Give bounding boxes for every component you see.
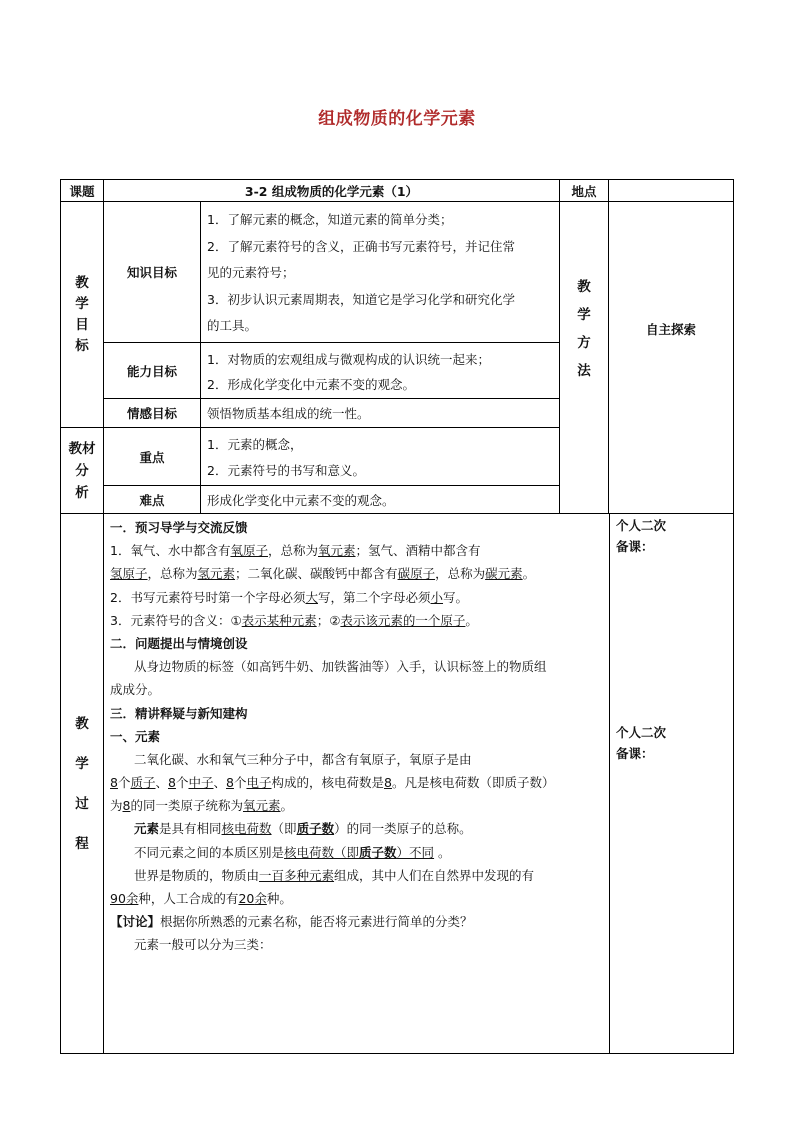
- knowledge-line: 2．了解元素符号的含义，正确书写元素符号，并记住常: [207, 238, 515, 254]
- body-line: 从身边物质的标签（如高钙牛奶、加铁酱油等）入手，认识标签上的物质组: [134, 659, 547, 675]
- method-label-char: 学: [577, 306, 591, 323]
- process-notes-1: [616, 515, 666, 557]
- materials-label-char: 析: [75, 484, 89, 501]
- difficulty-content: [200, 485, 560, 514]
- section-heading: 二．问题提出与情境创设: [110, 635, 248, 651]
- body-line: 氢原子，总称为氢元素；二氧化碳、碳酸钙中都含有碳原子，总称为碳元素。: [110, 566, 536, 582]
- objectives-label-char: 学: [75, 295, 89, 312]
- process-body: [110, 516, 605, 957]
- process-label-char: 过: [75, 795, 89, 812]
- difficulty-line: 形成化学变化中元素不变的观念。: [207, 493, 395, 508]
- ability-label: 能力目标: [103, 342, 201, 399]
- body-line: 8个质子、8个中子、8个电子构成的，核电荷数是8。凡是核电荷数（即质子数）: [110, 775, 555, 791]
- section-heading: 一、元素: [110, 728, 161, 744]
- process-label-char: 程: [75, 835, 89, 852]
- body-line: 二氧化碳、水和氧气三种分子中，都含有氧原子，氧原子是由: [134, 751, 472, 767]
- materials-label-char: 教材: [68, 440, 96, 457]
- objectives-label-char: 教: [75, 274, 89, 291]
- location-label: 地点: [559, 179, 609, 202]
- objectives-label-char: 目: [75, 316, 89, 333]
- materials-label-char: 分: [75, 462, 89, 479]
- process-notes-cell: [609, 513, 734, 1054]
- key-label: 重点: [103, 427, 201, 486]
- process-label-char: 教: [75, 715, 89, 732]
- body-line: 【讨论】根据你所熟悉的元素名称，能否将元素进行简单的分类？: [110, 914, 473, 930]
- section-heading: 三．精讲释疑与新知建构: [110, 705, 248, 721]
- topic-label: 课题: [60, 179, 104, 202]
- knowledge-label: 知识目标: [103, 201, 201, 343]
- body-line: 90余种，人工合成的有20余种。: [110, 891, 292, 906]
- emotion-content: [200, 398, 560, 428]
- notes-line: 个人二次: [616, 725, 667, 740]
- notes-line: 备课：: [616, 539, 654, 554]
- process-notes-2: [616, 722, 666, 764]
- key-line: 2．元素符号的书写和意义。: [207, 463, 365, 478]
- body-line: 世界是物质的，物质由一百多种元素组成，其中人们在自然界中发现的有: [134, 867, 535, 883]
- method-label-char: 法: [577, 362, 591, 379]
- knowledge-content: [200, 201, 560, 343]
- knowledge-line: 的工具。: [207, 318, 258, 333]
- body-line: 元素一般可以分为三类：: [134, 937, 272, 953]
- key-line: 1．元素的概念，: [207, 437, 303, 452]
- notes-line: 备课：: [616, 746, 654, 761]
- method-label-char: 教: [577, 278, 591, 295]
- method-value: 自主探索: [608, 201, 734, 514]
- page-title: 组成物质的化学元素: [318, 109, 476, 129]
- objectives-section-label: [60, 201, 104, 428]
- body-line: 3．元素符号的含义：①表示某种元素；②表示该元素的一个原子。: [110, 612, 478, 628]
- process-section-label: [60, 513, 104, 1054]
- process-label-char: 学: [75, 755, 89, 772]
- topic-value: 3-2 组成物质的化学元素（1）: [103, 179, 560, 202]
- body-line: 为8的同一类原子统称为氧元素。: [110, 798, 294, 814]
- knowledge-line: 3．初步认识元素周期表，知道它是学习化学和研究化学: [207, 291, 515, 307]
- objectives-label-char: 标: [75, 337, 89, 354]
- key-content: [200, 427, 560, 486]
- body-line: 1．氧气、水中都含有氧原子，总称为氧元素；氢气、酒精中都含有: [110, 543, 481, 559]
- body-line: 不同元素之间的本质区别是核电荷数（即质子数）不同 。: [134, 844, 451, 860]
- method-label-char: 方: [577, 334, 591, 351]
- section-heading: 一．预习导学与交流反馈: [110, 520, 248, 535]
- method-label: [559, 201, 609, 514]
- ability-line: 1．对物质的宏观组成与微观构成的认识统一起来；: [207, 352, 490, 367]
- body-line: 元素是具有相同核电荷数（即质子数）的同一类原子的总称。: [134, 821, 472, 837]
- body-line: 成成分。: [110, 682, 161, 698]
- ability-content: [200, 342, 560, 399]
- location-value: [608, 179, 734, 202]
- knowledge-line: 见的元素符号；: [207, 265, 295, 280]
- difficulty-label: 难点: [103, 485, 201, 514]
- materials-section-label: [60, 427, 104, 514]
- body-line: 2．书写元素符号时第一个字母必须大写，第二个字母必须小写。: [110, 589, 469, 605]
- emotion-label: 情感目标: [103, 398, 201, 428]
- knowledge-line: 1．了解元素的概念，知道元素的简单分类；: [207, 212, 453, 227]
- notes-line: 个人二次: [616, 518, 667, 533]
- ability-line: 2．形成化学变化中元素不变的观念。: [207, 377, 415, 392]
- emotion-line: 领悟物质基本组成的统一性。: [207, 406, 370, 421]
